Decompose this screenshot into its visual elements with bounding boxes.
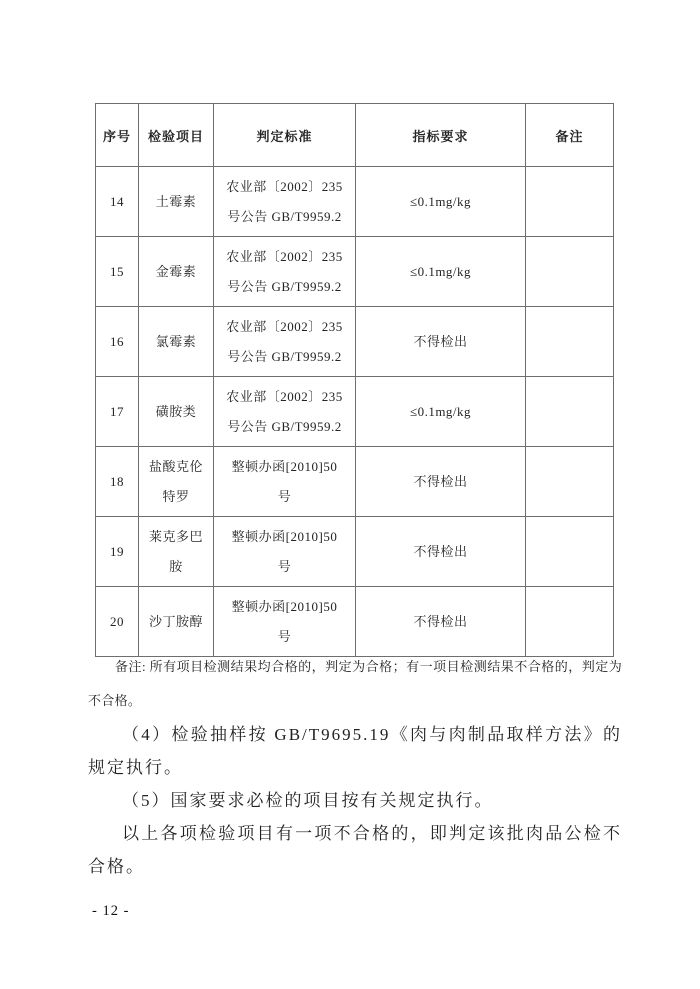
header-judgment-standard: 判定标准 (214, 104, 356, 167)
cell-serial-number: 16 (96, 307, 139, 377)
cell-indicator-requirement: 不得检出 (356, 447, 526, 517)
cell-indicator-requirement: ≤0.1mg/kg (356, 377, 526, 447)
header-indicator-requirement: 指标要求 (356, 104, 526, 167)
table-row (96, 237, 614, 307)
cell-serial-number: 15 (96, 237, 139, 307)
cell-indicator-requirement: 不得检出 (356, 307, 526, 377)
table-row (96, 587, 614, 657)
table-header-row (96, 104, 614, 167)
header-remarks: 备注 (526, 104, 614, 167)
paragraph-failure-judgment: 以上各项检验项目有一项不合格的，即判定该批肉品公检不合格。 (88, 824, 622, 876)
cell-serial-number: 14 (96, 167, 139, 237)
header-inspection-item: 检验项目 (139, 104, 214, 167)
cell-inspection-item: 氯霉素 (139, 307, 214, 377)
cell-serial-number: 17 (96, 377, 139, 447)
cell-remarks (526, 167, 614, 237)
cell-judgment-standard: 农业部〔2002〕235 号公告 GB/T9959.2 (214, 237, 356, 307)
inspection-items-table (95, 103, 614, 657)
cell-inspection-item: 莱克多巴胺 (139, 517, 214, 587)
cell-remarks (526, 377, 614, 447)
cell-indicator-requirement: ≤0.1mg/kg (356, 237, 526, 307)
cell-judgment-standard: 农业部〔2002〕235 号公告 GB/T9959.2 (214, 307, 356, 377)
cell-serial-number: 20 (96, 587, 139, 657)
cell-judgment-standard: 整顿办函[2010]50 号 (214, 447, 356, 517)
cell-indicator-requirement: ≤0.1mg/kg (356, 167, 526, 237)
cell-inspection-item: 沙丁胺醇 (139, 587, 214, 657)
cell-judgment-standard: 整顿办函[2010]50 号 (214, 587, 356, 657)
table-row (96, 517, 614, 587)
paragraph-national-requirements: （5）国家要求必检的项目按有关规定执行。 (122, 791, 494, 810)
table-footnote: 备注: 所有项目检测结果均合格的，判定为合格；有一项目检测结果不合格的，判定为不合格。 (88, 659, 622, 708)
cell-remarks (526, 447, 614, 517)
table-row (96, 167, 614, 237)
cell-inspection-item: 土霉素 (139, 167, 214, 237)
table-row (96, 307, 614, 377)
cell-remarks (526, 587, 614, 657)
cell-inspection-item: 盐酸克伦特罗 (139, 447, 214, 517)
cell-remarks (526, 307, 614, 377)
cell-judgment-standard: 农业部〔2002〕235 号公告 GB/T9959.2 (214, 167, 356, 237)
table-row (96, 377, 614, 447)
cell-remarks (526, 517, 614, 587)
page-number: - 12 - (92, 903, 130, 919)
paragraph-sampling-method: （4）检验抽样按 GB/T9695.19《肉与肉制品取样方法》的规定执行。 (88, 725, 622, 777)
cell-indicator-requirement: 不得检出 (356, 587, 526, 657)
cell-inspection-item: 金霉素 (139, 237, 214, 307)
cell-serial-number: 18 (96, 447, 139, 517)
body-text-column (88, 650, 622, 883)
cell-serial-number: 19 (96, 517, 139, 587)
cell-judgment-standard: 整顿办函[2010]50 号 (214, 517, 356, 587)
table-row (96, 447, 614, 517)
header-serial-number: 序号 (96, 104, 139, 167)
cell-inspection-item: 磺胺类 (139, 377, 214, 447)
cell-indicator-requirement: 不得检出 (356, 517, 526, 587)
cell-remarks (526, 237, 614, 307)
cell-judgment-standard: 农业部〔2002〕235 号公告 GB/T9959.2 (214, 377, 356, 447)
